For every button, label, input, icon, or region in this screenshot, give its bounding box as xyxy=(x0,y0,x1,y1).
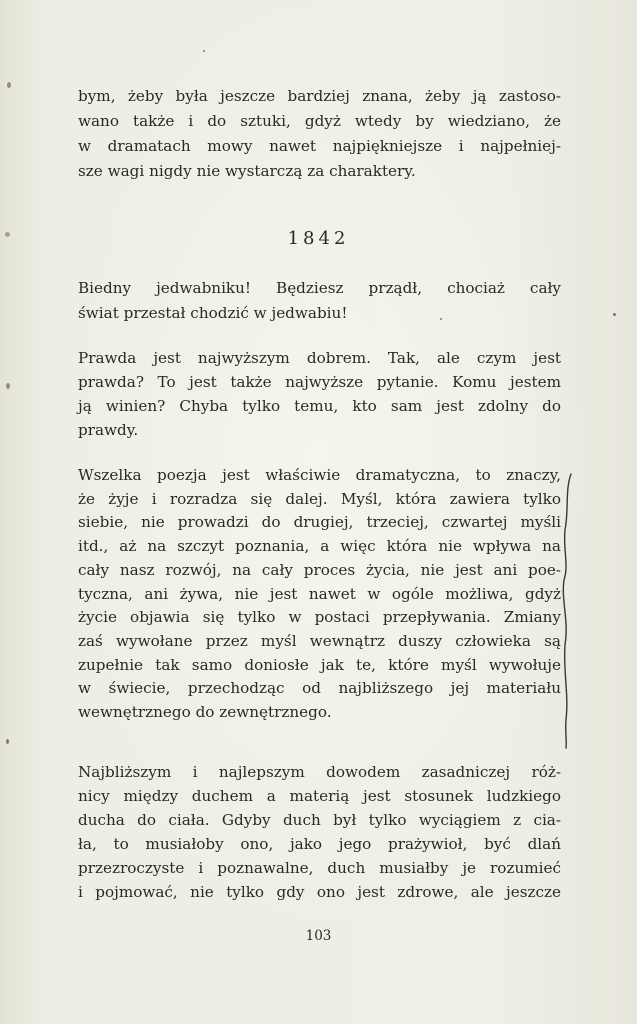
text-line: prawda? To jest także najwyższe pytanie. Komu jestem xyxy=(78,373,561,391)
text-line: w świecie, przechodząc od najbliższego jej materiału xyxy=(78,679,561,698)
text-line: tyczna, ani żywa, nie jest nawet w ogóle możliwa, gdyż xyxy=(78,584,561,603)
text-line: wano także i do sztuki, gdyż wtedy by wiedziano, że xyxy=(78,112,561,130)
text-line: ją winien? Chyba tylko temu, kto sam jest zdolny do xyxy=(78,397,561,415)
text-line: i pojmować, nie tylko gdy ono jest zdrowe, ale jeszcze xyxy=(78,883,561,901)
paper-speck xyxy=(203,50,205,52)
text-line: Wszelka poezja jest właściwie dramatyczna, to znaczy, xyxy=(78,466,561,484)
paper-speck xyxy=(6,383,10,389)
text-line: bym, żeby była jeszcze bardziej znana, żeby ją zastoso- xyxy=(78,87,561,105)
text-line: życie objawia się tylko w postaci przepływania. Zmiany xyxy=(78,608,561,627)
text-line: zupełnie tak samo doniosłe jak te, które myśl wywołuje xyxy=(78,655,561,674)
paper-speck xyxy=(613,313,616,316)
text-line: Biedny jedwabniku! Będziesz prządł, chociaż cały xyxy=(78,279,561,297)
text-line: Najbliższym i najlepszym dowodem zasadniczej róż- xyxy=(78,763,561,781)
paper-speck xyxy=(6,739,9,744)
text-line: itd., aż na szczyt poznania, a więc która nie wpływa na xyxy=(78,537,561,556)
paragraph-silkworm xyxy=(78,276,561,326)
paper-speck xyxy=(7,82,11,88)
paragraph-continued xyxy=(78,84,561,184)
text-line: ducha do ciała. Gdyby duch był tylko wyciągiem z cia- xyxy=(78,811,561,829)
paper-speck xyxy=(5,232,10,237)
text-line: przezroczyste i poznawalne, duch musiałby je rozumieć xyxy=(78,859,561,877)
text-line: cały nasz rozwój, na cały proces życia, nie jest ani poe- xyxy=(78,560,561,579)
text-line: że żyje i rozradza się dalej. Myśl, która zawiera tylko xyxy=(78,489,561,508)
paragraph-poetry xyxy=(78,464,561,725)
text-line: Prawda jest najwyższym dobrem. Tak, ale czym jest xyxy=(78,349,561,367)
paper-speck xyxy=(440,318,442,320)
text-line: nicy między duchem a materią jest stosunek ludzkiego xyxy=(78,787,561,805)
text-line: wewnętrznego do zewnętrznego. xyxy=(78,703,332,722)
margin-bracket-mark xyxy=(555,470,585,750)
text-line: ła, to musiałoby ono, jako jego prażywioł, być dlań xyxy=(78,835,561,853)
text-line: prawdy. xyxy=(78,421,139,439)
text-line: zaś wywołane przez myśl wewnątrz duszy człowieka są xyxy=(78,631,561,650)
text-line: w dramatach mowy nawet najpiękniejsze i najpełniej- xyxy=(78,137,561,155)
text-line: sze wagi nigdy nie wystarczą za charaktery. xyxy=(78,162,416,180)
page-number: 103 xyxy=(305,928,332,944)
text-line: świat przestał chodzić w jedwabiu! xyxy=(78,304,348,322)
paragraph-spirit-matter xyxy=(78,760,561,904)
paragraph-truth xyxy=(78,346,561,442)
year-heading: 1842 xyxy=(287,228,350,249)
text-line: siebie, nie prowadzi do drugiej, trzeciej, czwartej myśli xyxy=(78,513,561,532)
